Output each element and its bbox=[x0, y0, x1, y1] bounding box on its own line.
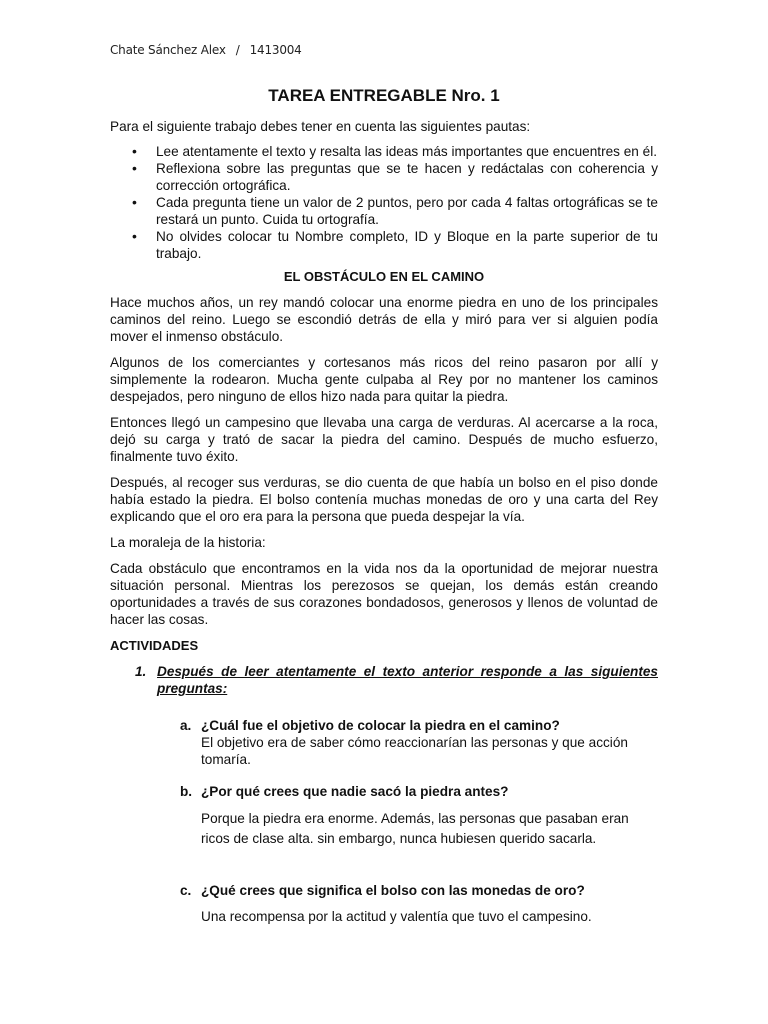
story-title: EL OBSTÁCULO EN EL CAMINO bbox=[283, 269, 485, 284]
moral-text: Cada obstáculo que encontramos en la vida nos da la oportunidad de mejorar nuestra situación personal. Mientras los perezosos se quejan, los demás están creando oportunidades a través de sus corazones bondadosos, generosos y llenos de voluntad de hacer las cosas. bbox=[110, 561, 658, 627]
question-block bbox=[110, 717, 658, 768]
rule-item: • Lee atentamente el texto y resalta las ideas más importantes que encuentres en él. bbox=[156, 143, 658, 160]
question-letter: b. bbox=[180, 784, 193, 799]
question-text: ¿Por qué crees que nadie sacó la piedra antes? bbox=[201, 784, 509, 799]
activity-item bbox=[110, 663, 658, 697]
question-block bbox=[110, 882, 658, 925]
question-text: ¿Cuál fue el objetivo de colocar la piedra en el camino? bbox=[201, 718, 560, 733]
rule-item: • No olvides colocar tu Nombre completo, ID y Bloque en la parte superior de tu trabajo. bbox=[156, 228, 658, 262]
activities-title: ACTIVIDADES bbox=[110, 638, 199, 653]
question-text: ¿Qué crees que significa el bolso con las monedas de oro? bbox=[201, 883, 585, 898]
story-paragraph: Después, al recoger sus verduras, se dio cuenta de que había un bolso en el piso donde había estado la piedra. El bolso contenía muchas monedas de oro y una carta del Rey explicando que el oro era para la persona que pueda despejar la vía. bbox=[110, 475, 658, 524]
document-body bbox=[110, 118, 658, 925]
activity-instruction: Después de leer atentamente el texto anterior responde a las siguientes preguntas: bbox=[157, 664, 658, 696]
rules-list bbox=[110, 143, 658, 262]
question-block bbox=[110, 783, 658, 849]
story-paragraph: Hace muchos años, un rey mandó colocar una enorme piedra en uno de los principales caminos del reino. Luego se escondió detrás de ella y miró para ver si alguien podía mover el inmenso obstáculo. bbox=[110, 295, 658, 344]
student-id: 1413004 bbox=[249, 43, 302, 57]
document-title: TAREA ENTREGABLE Nro. 1 bbox=[268, 86, 500, 105]
rule-item: • Reflexiona sobre las preguntas que se te hacen y redáctalas con coherencia y corrección ortográfica. bbox=[156, 160, 658, 194]
story-paragraph: Entonces llegó un campesino que llevaba una carga de verduras. Al acercarse a la roca, dejó su carga y trató de sacar la piedra del camino. Después de mucho esfuerzo, finalmente tuvo éxito. bbox=[110, 415, 658, 464]
header-separator: / bbox=[235, 43, 240, 57]
question-letter: a. bbox=[180, 718, 192, 733]
answer-text: El objetivo era de saber cómo reaccionarían las personas y que acción tomaría. bbox=[201, 735, 628, 767]
question-letter: c. bbox=[180, 883, 192, 898]
moral-label: La moraleja de la historia: bbox=[110, 535, 266, 550]
rule-item: • Cada pregunta tiene un valor de 2 puntos, pero por cada 4 faltas ortográficas se te restará un punto. Cuida tu ortografía. bbox=[156, 194, 658, 228]
activity-number: 1. bbox=[135, 664, 147, 679]
intro-text: Para el siguiente trabajo debes tener en cuenta las siguientes pautas: bbox=[110, 119, 531, 134]
author-name: Chate Sánchez Alex bbox=[110, 43, 226, 57]
header-line bbox=[110, 43, 302, 57]
story-paragraph: Algunos de los comerciantes y cortesanos más ricos del reino pasaron por allí y simplemente la rodearon. Mucha gente culpaba al Rey por no mantener los caminos despejados, pero ninguno de ellos hizo nada para quitar la piedra. bbox=[110, 355, 658, 404]
answer-text: Porque la piedra era enorme. Además, las personas que pasaban eran ricos de clase alta. sin embargo, nunca hubiesen querido sacarla. bbox=[201, 811, 629, 846]
answer-text: Una recompensa por la actitud y valentía que tuvo el campesino. bbox=[201, 909, 592, 924]
